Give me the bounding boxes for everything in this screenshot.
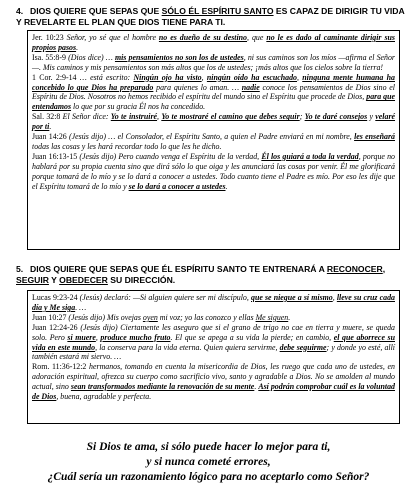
section-number: 5. bbox=[16, 264, 24, 274]
verse-juan-12-24: Juan 12:24-26 (Jesús dijo) Ciertamente les aseguro que si el grano de trigo no cae en tierra y muere, se queda solo. Pero si muere, produce mucho fruto. El que se apega a su vida la pierde; en cambio, el que aborrece su vida en este mundo, la conserva para la vida eterna. Quien quiera servirme, debe seguirme; y donde yo esté, allí también estará mi siervo. … bbox=[32, 322, 395, 362]
section-5-verse-box bbox=[27, 290, 400, 424]
verse-jer-10-23: Jer. 10:23 Señor, yo sé que el hombre no es dueño de su destino, que no le es dado al caminante dirigir sus propios pasos. bbox=[32, 33, 395, 52]
section-4-verse-box bbox=[27, 30, 400, 250]
verse-isa-55-8: Isa. 55:8-9 (Dios dice) … mis pensamientos no son los de ustedes, ni sus caminos son los míos —afirma el Señor—. Mis caminos y mis pensamientos son más altos que los de ustedes; ¡más altos que los cielos sobre la tierra! bbox=[32, 52, 395, 72]
closing-question bbox=[0, 440, 417, 485]
verse-juan-10-27: Juan 10:27 (Jesús dijo) Mis ovejas oyen mi voz; yo las conozco y ellas Me siguen. bbox=[32, 312, 291, 322]
verse-rom-11-36: Rom. 11:36-12:2 hermanos, tomando en cuenta la misericordia de Dios, les ruego que cada uno de ustedes, en adoración espiritual, ofrezca su cuerpo como sacrificio vivo, santo y agradable a Dios. No se amolden al mundo actual, sino sean transformados mediante la renovación de su mente. Así podrán comprobar cuál es la voluntad de Dios, buena, agradable y perfecta. bbox=[32, 362, 395, 402]
closing-line-1: Si Dios te ama, si sólo puede hacer lo mejor para ti, bbox=[86, 441, 331, 453]
closing-line-2: y si nunca cometé errores, bbox=[146, 456, 271, 468]
verse-juan-14-26: Juan 14:26 (Jesús dijo) … el Consolador, el Espíritu Santo, a quien el Padre enviará en mi nombre, les enseñará todas las cosas y les hará recordar todo lo que les he dicho. bbox=[32, 132, 395, 151]
verse-sal-32-8: Sal. 32:8 El Señor dice: Yo te instruiré, Yo te mostraré el camino que debes seguir; Yo te daré consejos y velaré por ti. bbox=[32, 112, 396, 132]
section-number: 4. bbox=[16, 6, 24, 16]
section-5-heading: 5. DIOS QUIERE QUE SEPAS QUE ÉL ESPÍRITU SANTO TE ENTRENARÁ A RECONOCER, SEGUIR Y OBEDECER SU DIRECCIÓN. bbox=[16, 264, 386, 285]
section-4-heading: 4. DIOS QUIERE QUE SEPAS QUE SÓLO ÉL ESPÍRITU SANTO ES CAPAZ DE DIRIGIR TU VIDA Y REVELARTE EL PLAN QUE DIOS TIENE PARA TI. bbox=[16, 6, 405, 27]
verse-1-cor-2-9: 1 Cor. 2:9-14 … está escrito: Ningún ojo ha visto, ningún oído ha escuchado, ninguna mente humana ha concebido lo que Dios ha preparado para quienes lo aman. … nadie conoce los pensamientos de Dios sino el Espíritu de Dios. Nosotros no hemos recibido el espíritu del mundo sino el Espíritu que procede de Dios, para que entendamos lo que por su gracia Él nos ha concedido. bbox=[32, 72, 396, 112]
verse-juan-16-13: Juan 16:13-15 (Jesús dijo) Pero cuando venga el Espíritu de la verdad, Él los guiará a toda la verdad, porque no hablará por su propia cuenta sino que dirá sólo lo que oiga y les anunciará las cosas por venir. Él me glorificará porque tomará de lo mío y se lo dará a conocer a ustedes. Todo cuanto tiene el Padre es mío. Por eso les dije que el Espíritu tomará de lo mío y se lo dará a conocer a ustedes. bbox=[32, 151, 396, 191]
verse-lucas-9-23: Lucas 9:23-24 (Jesús) declaró: —Si alguien quiere ser mi discípulo, que se niegue a sí mismo, lleve su cruz cada día y Me siga. … bbox=[32, 293, 395, 312]
closing-line-3: ¿Cuál sería un razonamiento lógico para no aceptarlo como Señor? bbox=[47, 471, 370, 483]
